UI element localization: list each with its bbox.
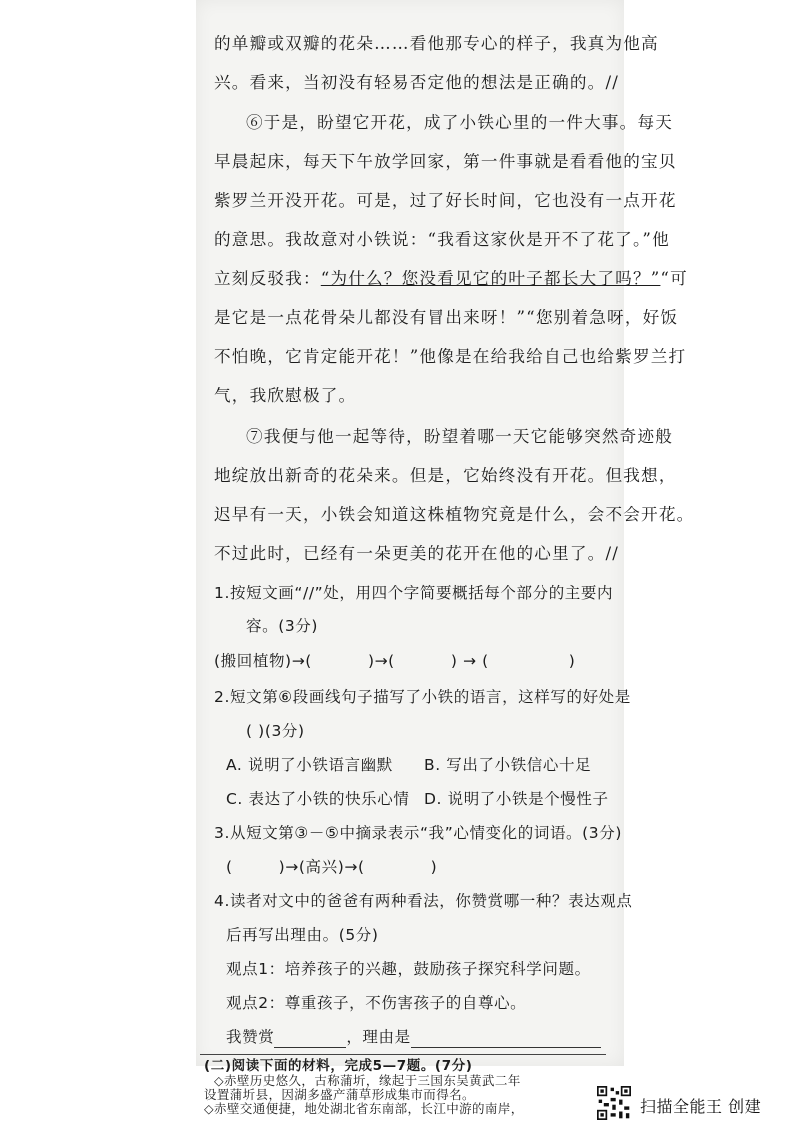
section-2-line: ◇赤壁交通便捷，地处湖北省东南部，长江中游的南岸，	[204, 1102, 524, 1116]
section-divider	[200, 1054, 606, 1055]
option-c[interactable]: C. 表达了小铁的快乐心情	[226, 790, 410, 808]
paragraph-6-line: 是它是一点花骨朵儿都没有冒出来呀！”“您别着急呀，好饭	[214, 308, 679, 327]
blank-label: ) → (	[450, 652, 489, 670]
question-4-text: 4.读者对文中的爸爸有两种看法，你赞赏哪一种？表达观点	[214, 892, 633, 910]
option-a[interactable]: A. 说明了小铁语言幽默	[226, 756, 393, 774]
blank-label: (搬回植物)→(	[214, 652, 312, 670]
paragraph-6-line: 不怕晚，它肯定能开花！”他像是在给我给自己也给紫罗兰打	[214, 347, 687, 366]
answer-label: 我赞赏	[226, 1028, 275, 1046]
question-2-text: 2.短文第⑥段画线句子描写了小铁的语言，这样写的好处是	[214, 688, 631, 706]
underlined-sentence: “为什么？您没看见它的叶子都长大了吗？”	[320, 269, 661, 288]
question-1-blanks	[214, 650, 575, 672]
paragraph-6-line: ⑥于是，盼望它开花，成了小铁心里的一件大事。每天	[246, 113, 674, 132]
blank-label: )→(	[367, 652, 395, 670]
paragraph-6-line: 的意思。我故意对小铁说：“我看这家伙是开不了花了。”他	[214, 230, 670, 249]
paragraph-6-line: 早晨起床，每天下午放学回家，第一件事就是看看他的宝贝	[214, 152, 677, 171]
text-segment: 立刻反驳我：	[214, 269, 321, 288]
blank-label: )	[568, 652, 576, 670]
answer-blank[interactable]	[411, 1029, 601, 1048]
paragraph-6-line: 气，我欣慰极了。	[214, 386, 357, 405]
passage-line: 的单瓣或双瓣的花朵……看他那专心的样子，我真为他高	[214, 34, 659, 53]
section-2-line: ◇赤壁历史悠久，古称蒲圻，缘起于三国东吴黄武二年	[214, 1073, 521, 1088]
blank-label: )→(高兴)→(	[278, 858, 365, 876]
blank-label: )	[430, 858, 438, 876]
paragraph-6-line: 紫罗兰开没开花。可是，过了好长时间，它也没有一点开花	[214, 191, 677, 210]
question-2-paren: ( )(3分)	[246, 722, 305, 740]
question-4-text: 后再写出理由。(5分)	[226, 926, 379, 944]
qr-code-icon	[597, 1086, 631, 1120]
section-2-heading: (二)阅读下面的材料，完成5—7题。(7分)	[204, 1058, 473, 1074]
question-4-answer	[226, 1026, 601, 1048]
option-b[interactable]: B. 写出了小铁信心十足	[424, 756, 592, 774]
answer-label: ，理由是	[346, 1028, 411, 1046]
answer-blank[interactable]	[274, 1029, 346, 1048]
passage-line: 兴。看来，当初没有轻易否定他的想法是正确的。//	[214, 73, 620, 92]
option-d[interactable]: D. 说明了小铁是个慢性子	[424, 790, 609, 808]
question-1-text: 容。(3分)	[246, 617, 319, 635]
paragraph-6-line	[214, 268, 688, 290]
viewpoint-2: 观点2：尊重孩子，不伤害孩子的自尊心。	[226, 994, 527, 1012]
section-2-line: 设置蒲圻县，因湖多盛产蒲草形成集市而得名。	[204, 1087, 475, 1102]
question-1-text: 1.按短文画“//”处，用四个字简要概括每个部分的主要内	[214, 584, 614, 602]
paragraph-7-line: 迟早有一天，小铁会知道这株植物究竟是什么，会不会开花。	[214, 505, 695, 524]
paragraph-7-line: 不过此时，已经有一朵更美的花开在他的心里了。//	[214, 544, 620, 563]
question-3-text: 3.从短文第③－⑤中摘录表示“我”心情变化的词语。(3分)	[214, 824, 622, 842]
blank-label: (	[226, 858, 233, 876]
viewpoint-1: 观点1：培养孩子的兴趣，鼓励孩子探究科学问题。	[226, 960, 591, 978]
text-segment: “可	[660, 269, 688, 288]
paragraph-7-line: 地绽放出新奇的花朵来。但是，它始终没有开花。但我想，	[214, 466, 677, 485]
watermark-text: 扫描全能王 创建	[640, 1097, 762, 1116]
paragraph-7-line: ⑦我便与他一起等待，盼望着哪一天它能够突然奇迹般	[246, 427, 674, 446]
question-3-blanks	[226, 856, 437, 878]
